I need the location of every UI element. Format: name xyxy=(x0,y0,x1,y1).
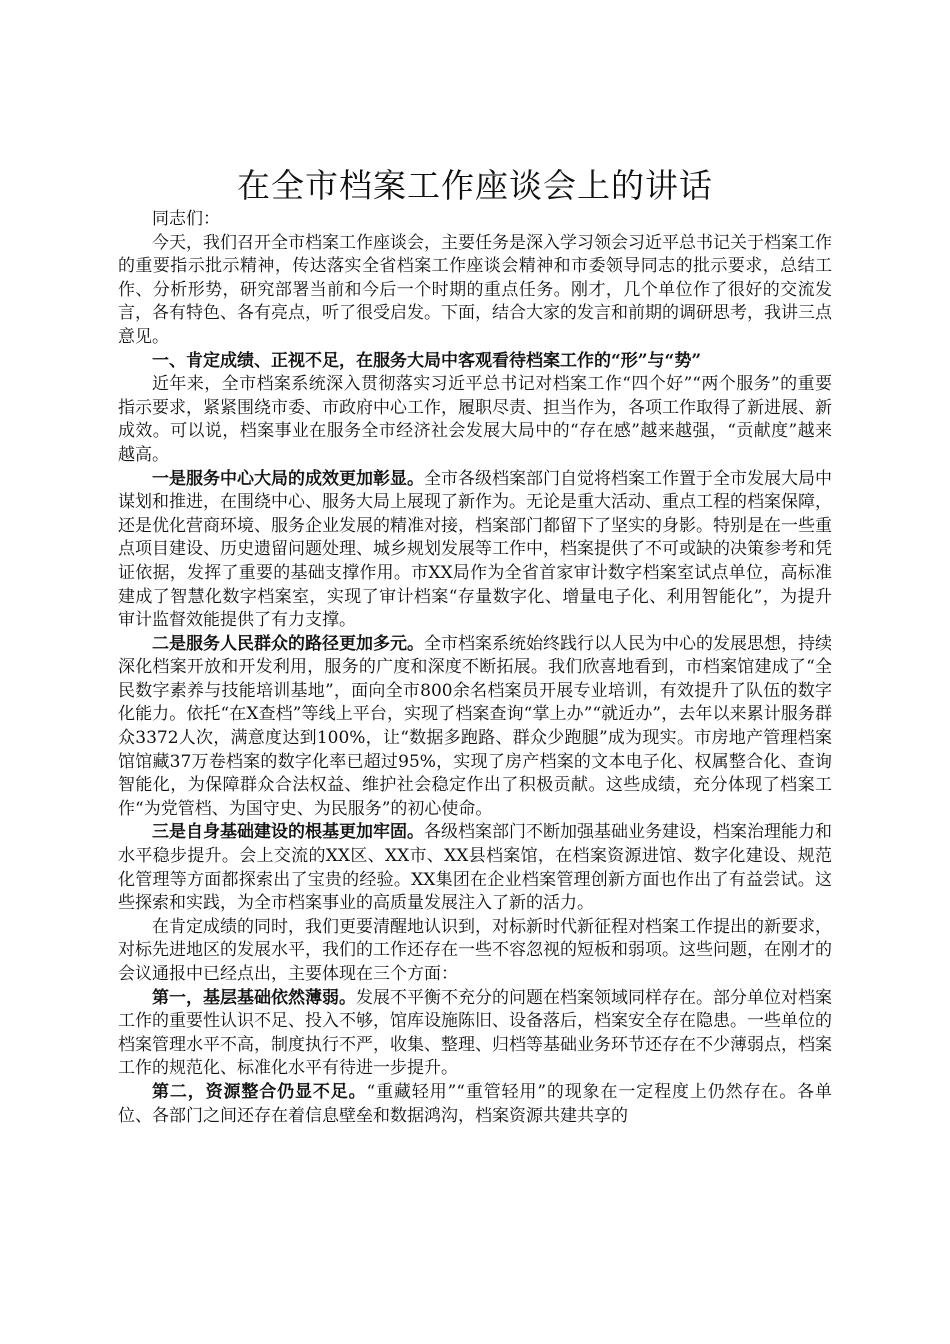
issue-paragraph-1 xyxy=(118,987,832,1081)
issue-paragraph-2 xyxy=(118,1081,832,1128)
salutation: 同志们： xyxy=(152,209,220,229)
point-paragraph-3 xyxy=(118,821,832,915)
point-body-2: 全市档案系统始终践行以人民为中心的发展思想，持续深化档案开放和开发利用，服务的广度和深度不断拓展。我们欣喜地看到，市档案馆建成了“全民数字素养与技能培训基地”，面向全市800余名档案员开展专业培训，有效提升了队伍的数字化能力。依托“在X查档”等线上平台，实现了档案查询“掌上办”“就近办”，去年以来累计服务群众3372人次，满意度达到100%，让“数据多跑路、群众少跑腿”成为现实。市房地产管理档案馆馆藏37万卷档案的数字化率已超过95%，实现了房产档案的文本电子化、权属整合化、查询智能化，为保障群众合法权益、维护社会稳定作出了积极贡献。这些成绩，充分体现了档案工作“为党管档、为国守史、为民服务”的初心使命。 xyxy=(118,633,832,819)
shortfall-intro-paragraph: 在肯定成绩的同时，我们更要清醒地认识到，对标新时代新征程对档案工作提出的新要求，对标先进地区的发展水平，我们的工作还存在一些不容忽视的短板和弱项。这些问题，在刚才的会议通报中已经点出，主要体现在三个方面： xyxy=(118,916,832,984)
document-body xyxy=(118,164,832,1128)
point-paragraph-1 xyxy=(118,468,832,633)
section1-intro-paragraph: 近年来，全市档案系统深入贯彻落实习近平总书记对档案工作“四个好”“两个服务”的重要指示要求，紧紧围绕市委、市政府中心工作，履职尽责、担当作为，各项工作取得了新进展、新成效。可以说，档案事业在服务全市经济社会发展大局中的“存在感”越来越强，“贡献度”越来越高。 xyxy=(118,374,832,465)
issue-body-1: 发展不平衡不充分的问题在档案领域同样存在。部分单位对档案工作的重要性认识不足、投入不够，馆库设施陈旧、设备落后，档案安全存在隐患。一些单位的档案管理水平不高，制度执行不严，收集、整理、归档等基础业务环节还存在不少薄弱点，档案工作的规范化、标准化水平有待进一步提升。 xyxy=(118,987,832,1079)
intro-paragraph: 今天，我们召开全市档案工作座谈会，主要任务是深入学习领会习近平总书记关于档案工作的重要指示批示精神，传达落实全省档案工作座谈会精神和市委领导同志的批示要求，总结工作、分析形势，研究部署当前和今后一个时期的重点任务。刚才，几个单位作了很好的交流发言，各有特色、各有亮点，听了很受启发。下面，结合大家的发言和前期的调研思考，我讲三点意见。 xyxy=(118,232,832,347)
point-lead-2: 二是服务人民群众的路径更加多元。 xyxy=(152,633,424,654)
issue-body-2: “重藏轻用”“重管轻用”的现象在一定程度上仍然存在。各单位、各部门之间还存在着信息壁垒和数据鸿沟，档案资源共建共享的 xyxy=(118,1081,833,1126)
document-title: 在全市档案工作座谈会上的讲话 xyxy=(237,166,713,205)
point-body-1: 全市各级档案部门自觉将档案工作置于全市发展大局中谋划和推进，在围绕中心、服务大局上展现了新作为。无论是重大活动、重点工程的档案保障，还是优化营商环境、服务企业发展的精准对接，档案部门都留下了坚实的身影。特别是在一些重点项目建设、历史遗留问题处理、城乡规划发展等工作中，档案提供了不可或缺的决策参考和凭证依据，发挥了重要的基础支撑作用。市XX局作为全省首家审计数字档案室试点单位，高标准建成了智慧化数字档案室，实现了审计档案“存量数字化、增量电子化、利用智能化”，为提升审计监督效能提供了有力支撑。 xyxy=(118,468,832,631)
point-body-3: 各级档案部门不断加强基础业务建设，档案治理能力和水平稳步提升。会上交流的XX区、XX市、XX县档案馆，在档案资源进馆、数字化建设、规范化管理等方面都探索出了宝贵的经验。XX集团在企业档案管理创新方面也作出了有益尝试。这些探索和实践，为全市档案事业的高质量发展注入了新的活力。 xyxy=(118,822,832,914)
point-lead-3: 三是自身基础建设的根基更加牢固。 xyxy=(152,822,424,843)
section-heading-1: 一、肯定成绩、正视不足，在服务大局中客观看待档案工作的“形”与“势” xyxy=(152,350,702,371)
point-paragraph-2 xyxy=(118,633,832,822)
point-lead-1: 一是服务中心大局的成效更加彰显。 xyxy=(152,468,424,489)
issue-lead-1: 第一，基层基础依然薄弱。 xyxy=(152,987,356,1008)
issue-lead-2: 第二，资源整合仍显不足。 xyxy=(152,1081,367,1102)
